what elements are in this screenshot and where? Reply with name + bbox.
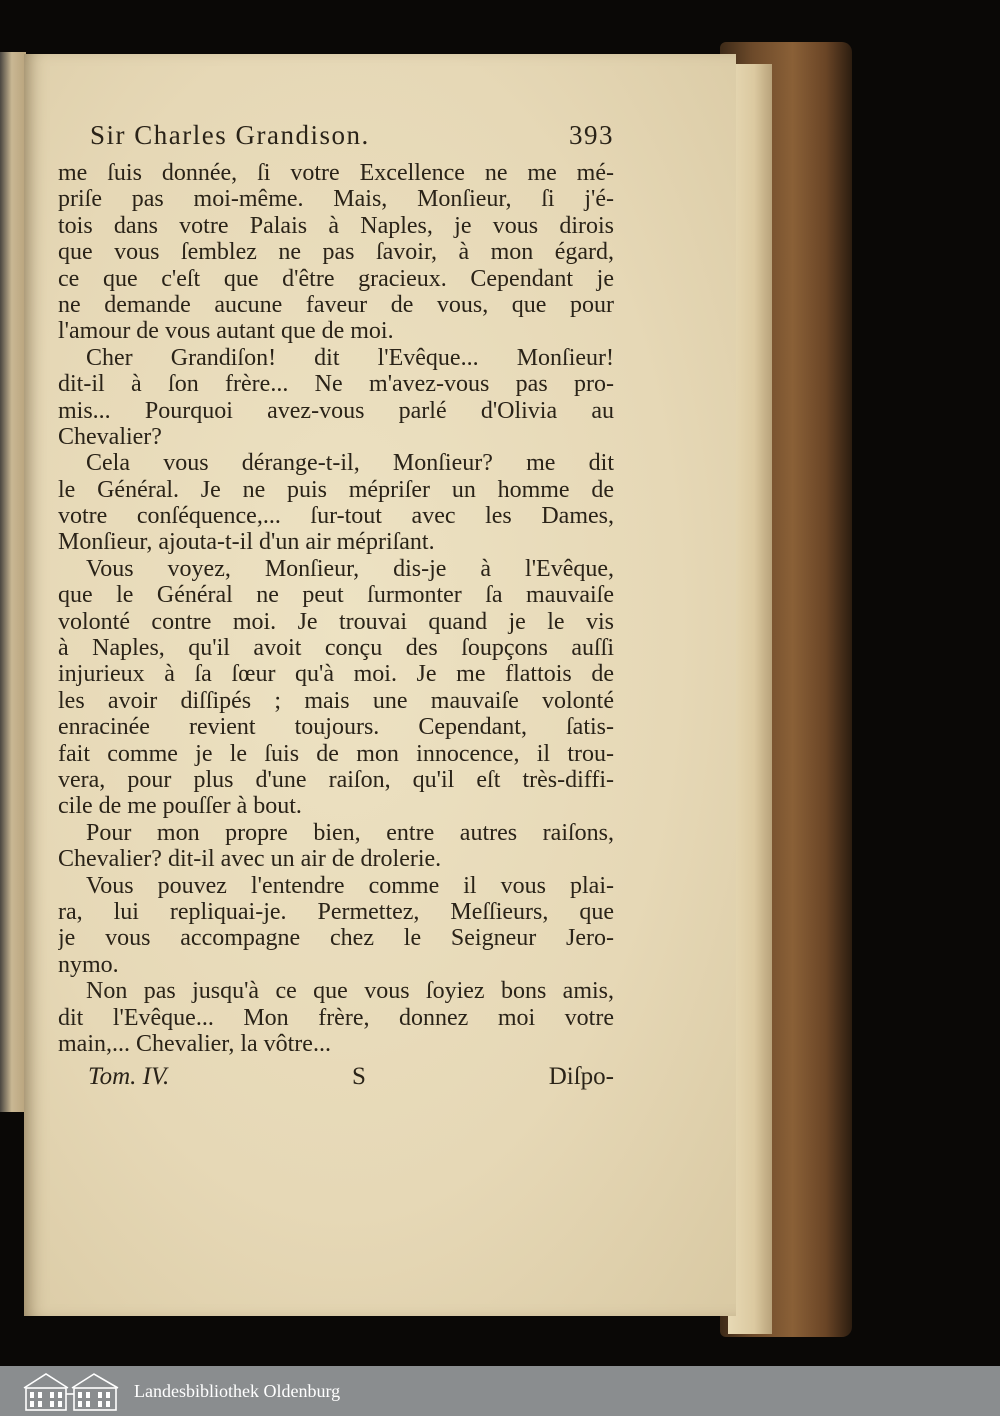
text-line: dit l'Evêque... Mon frère, donnez moi votre xyxy=(58,1004,614,1031)
text-line: enracinée revient toujours. Cependant, ſatis- xyxy=(58,714,614,741)
catchword: Diſpo- xyxy=(548,1063,614,1091)
page-text-block xyxy=(58,118,614,1097)
text-line: ne demande aucune faveur de vous, que pour xyxy=(58,291,614,318)
text-line: que le Général ne peut ſurmonter ſa mauvaiſe xyxy=(58,582,614,609)
left-page-edge xyxy=(0,52,26,1112)
signature-line xyxy=(88,1063,614,1097)
library-footer xyxy=(0,1366,1000,1416)
text-line: Vous voyez, Monſieur, dis-je à l'Evêque, xyxy=(86,555,614,582)
text-line: tois dans votre Palais à Naples, je vous dirois xyxy=(58,212,614,239)
text-line: Chevalier? dit-il avec un air de drolerie. xyxy=(58,846,442,873)
page-number: 393 xyxy=(569,120,614,150)
text-line: priſe pas moi-même. Mais, Monſieur, ſi j'é- xyxy=(58,186,614,213)
text-line: me ſuis donnée, ſi votre Excellence ne me mé- xyxy=(58,160,614,186)
library-name: Landesbibliothek Oldenburg xyxy=(134,1380,341,1401)
text-line: Pour mon propre bien, entre autres raiſons, xyxy=(86,819,614,846)
library-building-icon xyxy=(22,1370,122,1412)
text-line: à Naples, qu'il avoit conçu des ſoupçons auſſi xyxy=(58,635,614,662)
text-line: Cher Grandiſon! dit l'Evêque... Monſieur! xyxy=(86,344,614,371)
text-line: le Général. Je ne puis mépriſer un homme de xyxy=(58,476,614,503)
text-line: fait comme je le ſuis de mon innocence, il trou- xyxy=(58,740,614,767)
text-line: vera, pour plus d'une raiſon, qu'il eſt très-diffi- xyxy=(58,766,614,793)
text-line: injurieux à ſa ſœur qu'à moi. Je me flattois de xyxy=(58,661,614,688)
text-line: Non pas jusqu'à ce que vous ſoyiez bons amis, xyxy=(86,978,614,1005)
text-line: les avoir diſſipés ; mais une mauvaiſe volonté xyxy=(58,687,614,714)
text-line: ce que c'eſt que d'être gracieux. Cependant je xyxy=(58,265,614,292)
body-text xyxy=(58,160,614,1057)
text-line: Monſieur, ajouta-t-il d'un air mépriſant. xyxy=(58,529,435,556)
text-line: votre conſéquence,... ſur-tout avec les Dames, xyxy=(58,503,614,530)
running-head xyxy=(90,118,614,152)
text-line: que vous ſemblez ne pas ſavoir, à mon égard, xyxy=(58,239,614,266)
text-line: volonté contre moi. Je trouvai quand je le vis xyxy=(58,608,614,635)
text-line: dit-il à ſon frère... Ne m'avez-vous pas pro- xyxy=(58,371,614,398)
volume-mark: Tom. IV. xyxy=(88,1063,170,1091)
text-line: main,... Chevalier, la vôtre... xyxy=(58,1030,331,1057)
text-line: Vous pouvez l'entendre comme il vous plai- xyxy=(86,872,614,899)
signature-mark: S xyxy=(352,1063,366,1091)
text-line: l'amour de vous autant que de moi. xyxy=(58,318,394,345)
text-line: je vous accompagne chez le Seigneur Jero- xyxy=(58,925,614,952)
running-head-title: Sir Charles Grandison. xyxy=(90,120,370,150)
text-line: nymo. xyxy=(58,951,119,978)
text-line: Cela vous dérange-t-il, Monſieur? me dit xyxy=(86,450,614,477)
text-line: ra, lui repliquai-je. Permettez, Meſſieurs, que xyxy=(58,898,614,925)
text-line: Chevalier? xyxy=(58,423,162,450)
text-line: cile de me pouſſer à bout. xyxy=(58,793,302,820)
text-line: mis... Pourquoi avez-vous parlé d'Olivia au xyxy=(58,397,614,424)
